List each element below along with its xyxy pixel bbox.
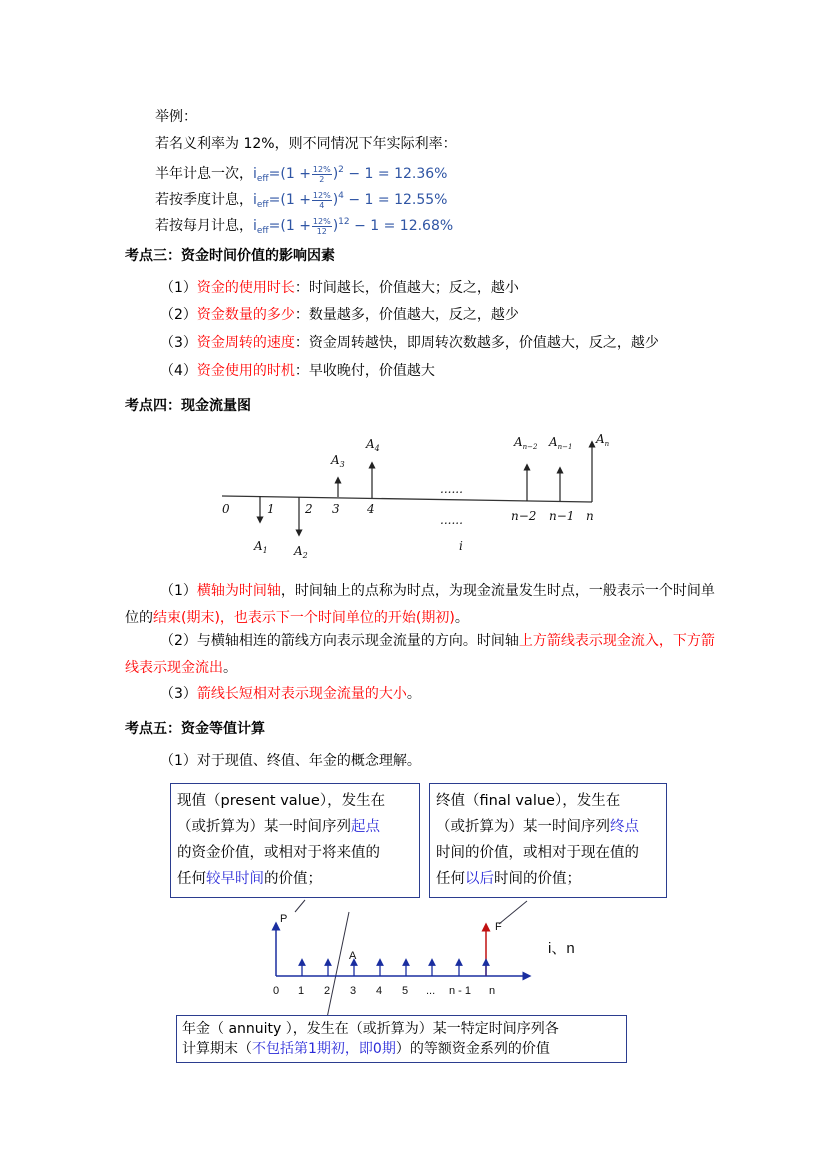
tick-n: n xyxy=(586,509,594,523)
label-P: P xyxy=(280,913,288,925)
section3-item-2: （2）资金数量的多少：数量越多，价值越大，反之，越少 xyxy=(160,307,519,323)
dots-bottom: ...... xyxy=(440,513,463,527)
section3-item-4: （4）资金使用的时机：早收晚付，价值越大 xyxy=(160,363,435,379)
section3-item-1: （1）资金的使用时长：时间越长，价值越大；反之，越小 xyxy=(160,280,519,296)
tick-2: 2 xyxy=(324,985,331,997)
rate-i: i xyxy=(459,539,463,553)
example-label: 举例： xyxy=(155,109,197,125)
label-A1: $A_1$ xyxy=(254,539,268,555)
section5-title: 考点五：资金等值计算 xyxy=(125,721,265,737)
tick-4: 4 xyxy=(376,985,383,997)
annuity-box: 年金（ annuity ），发生在（或折算为）某一特定时间序列各 计算期末（不包括第1期初，即0期）的等额资金系列的价值 xyxy=(176,1015,627,1063)
label-F: F xyxy=(495,921,502,933)
tick-2: 2 xyxy=(305,502,313,516)
cash-flow-diagram xyxy=(210,430,630,570)
fraction: $\frac{12\%}{2}$ xyxy=(312,164,331,184)
pointer-fv xyxy=(499,901,527,924)
tick-5: 5 xyxy=(402,985,409,997)
tick-0: 0 xyxy=(222,502,230,516)
section4-p2: （2）与横轴相连的箭线方向表示现金流量的方向。时间轴上方箭线表示现金流入，下方箭线表示现金流出。 xyxy=(125,633,715,676)
section3-title: 考点三：资金时间价值的影响因素 xyxy=(125,248,335,264)
tick-1: 1 xyxy=(267,502,275,516)
time-axis xyxy=(222,496,592,502)
value-timeline-diagram xyxy=(255,900,595,1010)
example-row-1: 半年计息一次，$i_{eff}=(1$ + $\frac{12\%}{2}$ )$^2$ − 1 = 12.36% xyxy=(155,164,448,184)
fraction: $\frac{12\%}{12}$ xyxy=(312,216,331,236)
fraction: $\frac{12\%}{4}$ xyxy=(312,190,331,210)
formula: $i_{eff}=(1$ + $\frac{12\%}{12}$ )$^{12}$ − 1 = 12.68% xyxy=(253,216,454,236)
section4-p3: （3）箭线长短相对表示现金流量的大小。 xyxy=(160,686,421,702)
label-A4: $A_4$ xyxy=(366,437,380,453)
label-An2: $A_{n-2}$ xyxy=(514,435,538,451)
example-row-3: 若按每月计息，$i_{eff}=(1$ + $\frac{12\%}{12}$ )$^{12}$ − 1 = 12.68% xyxy=(155,216,454,236)
tick-n-1: n - 1 xyxy=(449,985,472,997)
formula: $i_{eff}=(1$ + $\frac{12\%}{4}$ )$^4$ − 1 = 12.55% xyxy=(253,190,448,210)
label-A2: $A_2$ xyxy=(294,544,308,560)
pointer-annuity xyxy=(327,912,349,1018)
label-An: $A_n$ xyxy=(596,432,610,448)
tick-3: 3 xyxy=(350,985,357,997)
tick-n-1: n−1 xyxy=(549,509,575,523)
section5-intro: （1）对于现值、终值、年金的概念理解。 xyxy=(160,753,421,769)
section3-item-3: （3）资金周转的速度：资金周转越快，即周转次数越多，价值越大，反之，越少 xyxy=(160,335,659,351)
label-An1: $A_{n-1}$ xyxy=(549,435,573,451)
label-A: A xyxy=(349,950,357,962)
tick-3: 3 xyxy=(332,502,340,516)
pointer-pv xyxy=(295,900,305,912)
formula: $i_{eff}=(1$ + $\frac{12\%}{2}$ )$^2$ − 1 = 12.36% xyxy=(253,164,448,184)
tick-dots: ... xyxy=(426,985,436,997)
tick-1: 1 xyxy=(298,985,305,997)
section4-p1: （1）横轴为时间轴，时间轴上的点称为时点，为现金流量发生时点，一般表示一个时间单位的结束(期末)，也表示下一个时间单位的开始(期初)。 xyxy=(125,583,715,626)
section4-title: 考点四：现金流量图 xyxy=(125,398,251,414)
label-in: i、n xyxy=(548,940,575,957)
tick-n: n xyxy=(489,985,496,997)
present-value-box: 现值（present value），发生在 （或折算为）某一时间序列起点 的资金价值，或相对于将来值的 任何较早时间的价值； xyxy=(170,783,420,898)
example-row-2: 若按季度计息，$i_{eff}=(1$ + $\frac{12\%}{4}$ )$^4$ − 1 = 12.55% xyxy=(155,190,448,210)
final-value-box: 终值（final value），发生在 （或折算为）某一时间序列终点 时间的价值，或相对于现在值的 任何以后时间的价值； xyxy=(429,783,667,898)
tick-4: 4 xyxy=(367,502,375,516)
tick-n-2: n−2 xyxy=(511,509,537,523)
label-A3: $A_3$ xyxy=(331,453,345,469)
dots-top: ...... xyxy=(440,482,463,496)
tick-0: 0 xyxy=(273,985,280,997)
example-intro: 若名义利率为 12%，则不同情况下年实际利率： xyxy=(155,136,457,152)
